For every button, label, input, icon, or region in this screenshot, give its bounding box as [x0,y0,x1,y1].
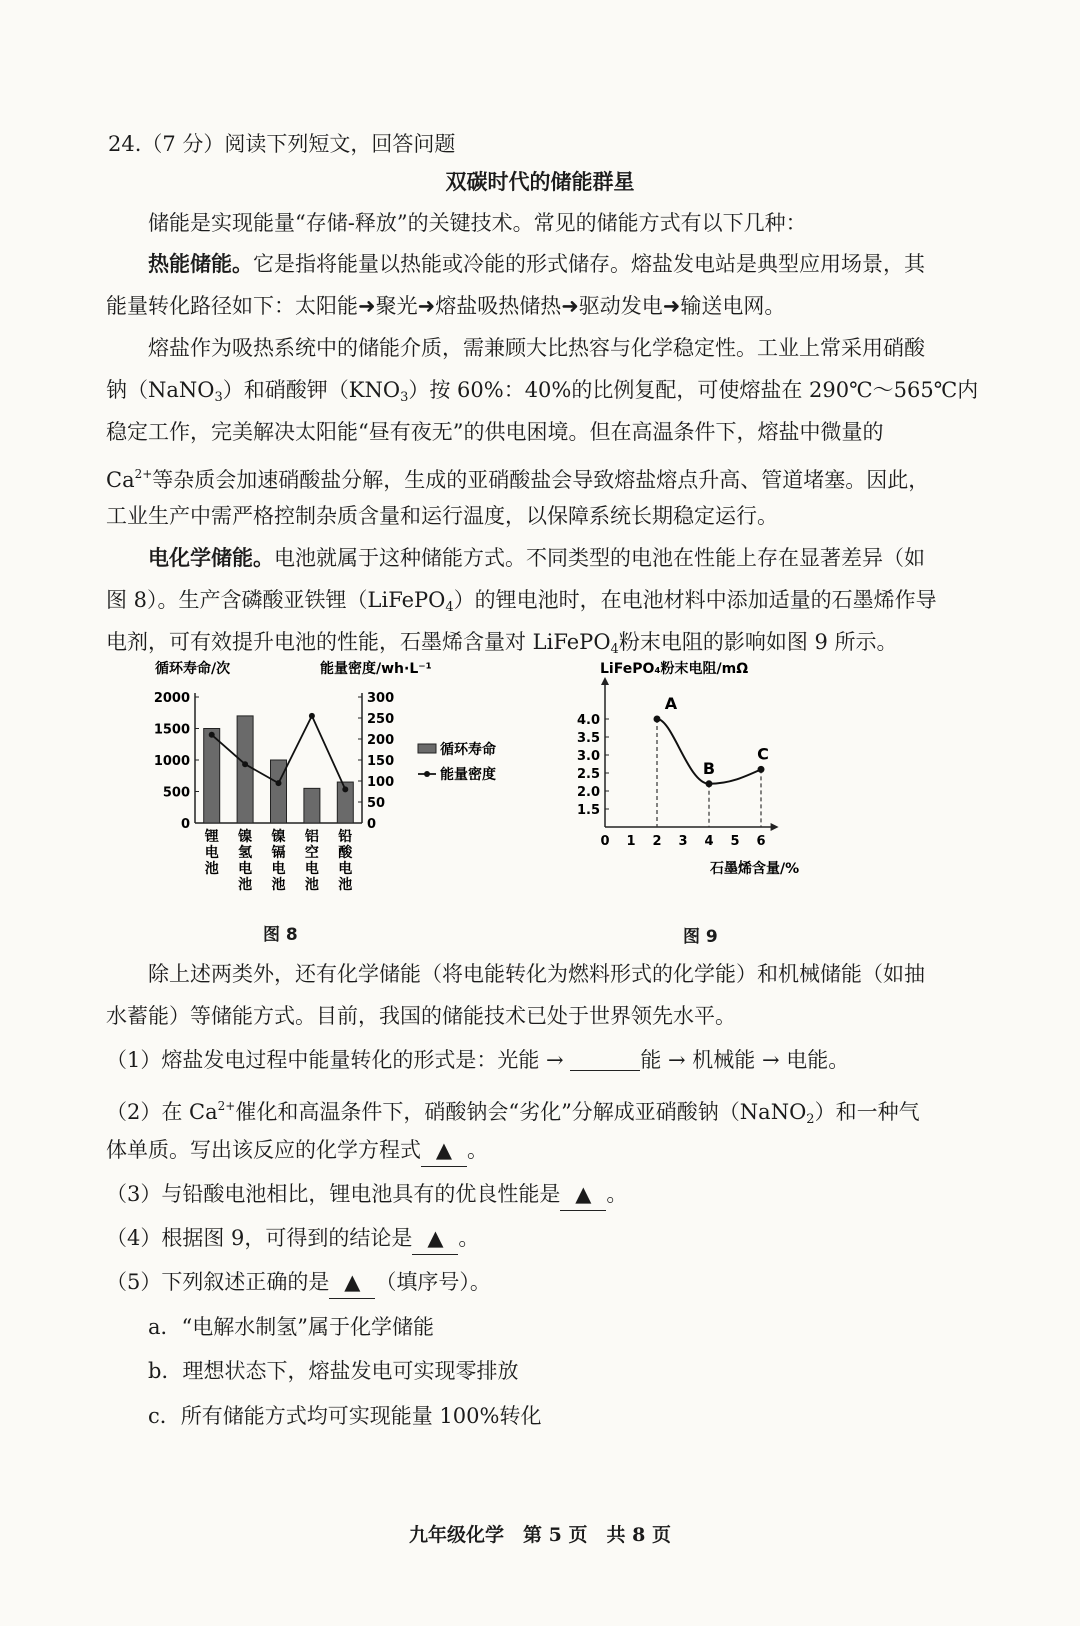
electro-text-a: 图 8）。生产含磷酸亚铁锂（LiFePO [106,588,446,612]
q4-answer-blank[interactable]: ▲ [412,1222,458,1255]
legend-cycle-life: 循环寿命 [440,742,496,758]
point-energy-density [242,761,248,767]
bar-cycle-life [271,760,287,823]
question-4 [106,1222,479,1255]
right-tick-label: 250 [367,712,395,727]
q2-text-a: （2）在 Ca [106,1100,218,1124]
question-3 [106,1178,627,1211]
paragraph-salt-line5: 工业生产中需严格控制杂质含量和运行温度，以保障系统长期稳定运行。 [106,504,778,528]
q1-text-a: （1）熔盐发电过程中能量转化的形式是：光能 → [106,1048,564,1072]
q2-text-c: ）和一种气 [814,1100,920,1124]
q1-text-b: 能 → 机械能 → 电能。 [640,1048,850,1072]
point-energy-density [309,713,315,719]
q5-answer-blank[interactable]: ▲ [329,1266,375,1299]
q3-answer-blank[interactable]: ▲ [560,1178,606,1211]
right-tick-label: 50 [367,796,386,811]
figure-8-caption: 图 8 [263,925,298,945]
salt-text-b: ）和硝酸钾（KNO [222,378,401,402]
category-label: 空 [304,845,319,861]
question-header: 24.（7 分）阅读下列短文，回答问题 [108,132,456,156]
point-energy-density [209,732,215,738]
y-tick-label: 4.0 [576,713,600,728]
category-label: 电 [204,845,219,861]
paragraph-other-line2: 水蓄能）等储能方式。目前，我国的储能技术已处于世界领先水平。 [106,1004,736,1028]
article-title: 双碳时代的储能群星 [445,169,635,194]
period: 。 [458,1226,480,1250]
category-label: 池 [271,877,286,893]
category-label: 池 [304,877,319,893]
period: 。 [606,1182,628,1206]
x-tick-label: 4 [704,834,714,849]
point-B [706,780,713,787]
salt-text-c: ）按 60%：40%的比例复配，可使熔盐在 290℃～565℃内 [408,378,979,402]
q2-answer-blank[interactable]: ▲ [421,1134,467,1167]
q2-text-d: 体单质。写出该反应的化学方程式 [106,1138,421,1162]
category-label: 镍 [238,829,253,845]
left-tick-label: 1500 [153,722,190,738]
question-2 [106,1090,920,1136]
legend-energy-density: 能量密度 [440,767,496,783]
paragraph-other-line1: 除上述两类外，还有化学储能（将电能转化为燃料形式的化学能）和机械储能（如抽 [148,962,925,986]
right-tick-label: 150 [367,754,395,769]
y-axis-arrow [601,677,609,685]
electro-label: 电化学储能。 [148,545,274,570]
left-tick-label: 0 [180,817,190,832]
legend-bar-swatch [418,744,436,753]
paragraph-salt-line4 [106,458,929,496]
figure-9-caption: 图 9 [683,927,718,947]
question-2-line2 [106,1134,488,1167]
paragraph-thermal-line2: 能量转化路径如下：太阳能➜聚光➜熔盐吸热储热➜驱动发电➜输送电网。 [106,294,786,318]
point-label-B: B [702,758,716,778]
right-axis-label: 能量密度/wh·L⁻¹ [320,661,432,677]
point-label-C: C [757,744,769,764]
y-axis-label: LiFePO₄粉末电阻/mΩ [600,661,749,677]
superscript: 2+ [217,1099,236,1113]
subscript: 4 [610,642,619,657]
category-label: 池 [204,861,219,877]
category-label: 电 [304,861,319,877]
figure-9-chart [570,655,830,895]
superscript: 2+ [134,467,153,481]
salt-text-a: 钠（NaNO [106,378,215,402]
category-label: 铝 [304,829,319,845]
category-label: 电 [271,861,286,877]
category-label: 铅 [338,829,353,845]
category-label: 氢 [238,845,253,861]
bar-cycle-life [204,729,220,824]
x-tick-label: 0 [600,834,610,849]
thermal-text: 它是指将能量以热能或冷能的形式储存。熔盐发电站是典型应用场景，其 [253,252,925,276]
category-label: 池 [338,877,353,893]
category-label: 池 [238,877,253,893]
figure-8-chart [140,655,540,905]
period: 。 [467,1138,488,1162]
point-label-A: A [664,694,678,713]
point-energy-density [276,780,282,786]
option-a: a．“电解水制氢”属于化学储能 [148,1315,434,1339]
q4-text: （4）根据图 9，可得到的结论是 [106,1226,413,1250]
x-tick-label: 2 [652,834,662,849]
electro-text: 电池就属于这种储能方式。不同类型的电池在性能上存在显著差异（如 [274,546,925,570]
subscript: 3 [400,390,409,405]
q2-text-b: 催化和高温条件下，硝酸钠会“劣化”分解成亚硝酸钠（NaNO [235,1100,807,1124]
left-tick-label: 2000 [153,691,190,706]
point-A [654,716,661,723]
category-label: 电 [238,861,253,877]
paragraph-salt-line1: 熔盐作为吸热系统中的储能介质，需兼顾大比热容与化学稳定性。工业上常采用硝酸 [148,336,925,360]
right-tick-label: 200 [367,733,395,748]
x-tick-label: 3 [678,834,688,849]
bar-cycle-life [237,716,253,823]
right-tick-label: 100 [367,775,395,790]
x-tick-label: 1 [626,834,636,849]
thermal-label: 热能储能。 [148,251,253,276]
y-tick-label: 2.0 [576,785,600,800]
electro-text-d: 粉末电阻的影响如图 9 所示。 [618,630,898,654]
paragraph-intro: 储能是实现能量“存储-释放”的关键技术。常见的储能方式有以下几种： [148,211,807,235]
paragraph-electro-line1 [148,542,925,574]
y-tick-label: 3.5 [576,731,600,746]
electro-text-c: 电剂，可有效提升电池的性能，石墨烯含量对 LiFePO [106,630,611,654]
subscript: 4 [445,600,454,615]
subscript: 2 [806,1112,815,1127]
q5-text: （5）下列叙述正确的是 [106,1270,330,1294]
legend-line-point [424,771,430,777]
ca-text: Ca [106,468,135,492]
left-tick-label: 1000 [153,754,190,769]
right-tick-label: 300 [367,691,395,706]
category-label: 酸 [338,845,353,861]
bar-cycle-life [304,788,320,823]
option-b: b．理想状态下，熔盐发电可实现零排放 [148,1359,519,1383]
right-tick-label: 0 [367,817,377,832]
question-1 [106,1044,849,1076]
salt-text-d: 等杂质会加速硝酸盐分解，生成的亚硝酸盐会导致熔盐熔点升高、管道堵塞。因此， [152,468,930,492]
category-label: 锂 [204,829,219,845]
x-axis-label: 石墨烯含量/% [710,861,800,877]
category-label: 镉 [271,845,286,861]
x-tick-label: 6 [756,834,766,849]
point-energy-density [342,786,348,792]
category-label: 镍 [271,829,286,845]
q3-text: （3）与铅酸电池相比，锂电池具有的优良性能是 [106,1182,561,1206]
left-tick-label: 500 [162,785,190,801]
point-C [758,766,765,773]
paragraph-electro-line2 [106,584,937,624]
page-footer: 九年级化学 第 5 页 共 8 页 [409,1524,671,1546]
left-axis-label: 循环寿命/次 [155,661,231,677]
x-axis-arrow [771,823,779,831]
paragraph-salt-line2 [106,374,978,414]
question-5 [106,1266,491,1299]
electro-text-b: ）的锂电池时，在电池材料中添加适量的石墨烯作导 [453,588,937,612]
category-label: 电 [338,861,353,877]
y-tick-label: 3.0 [576,749,600,764]
subscript: 3 [214,390,223,405]
x-tick-label: 5 [730,834,740,849]
q5-tail: （填序号）。 [375,1270,491,1294]
y-tick-label: 2.5 [576,767,600,782]
option-c: c．所有储能方式均可实现能量 100%转化 [148,1404,542,1428]
q1-answer-blank[interactable] [570,1050,640,1071]
y-tick-label: 1.5 [576,803,600,818]
paragraph-thermal-line1 [148,248,925,280]
paragraph-salt-line3: 稳定工作，完美解决太阳能“昼有夜无”的供电困境。但在高温条件下，熔盐中微量的 [106,420,884,444]
